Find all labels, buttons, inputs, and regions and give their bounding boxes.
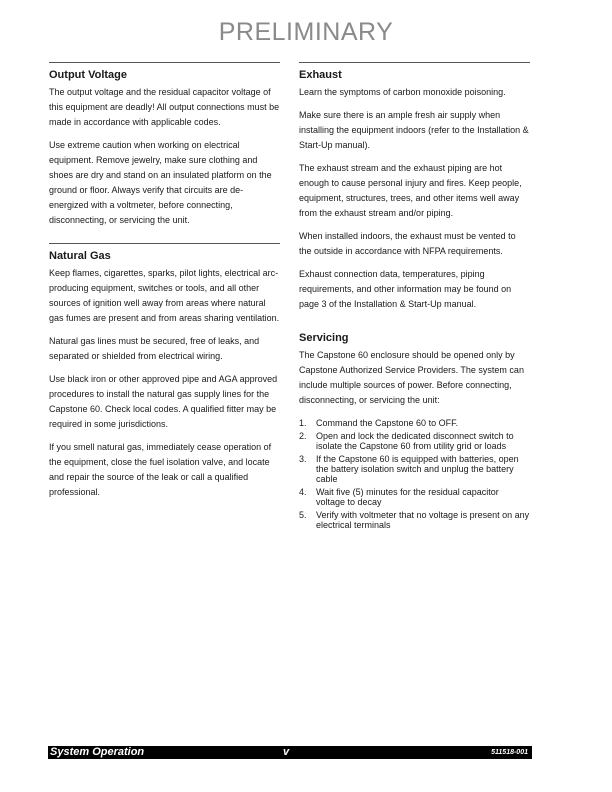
natural-gas-paragraph: Use black iron or other approved pipe and AGA approved procedures to install the natural gas supply lines for the Capstone 60. Check local codes. A qualified fitter may be required in some jurisdictions.	[49, 374, 278, 429]
footer-bar	[48, 746, 532, 759]
servicing-section	[299, 332, 530, 530]
output-voltage-paragraph: The output voltage and the residual capacitor voltage of this equipment are deadly! All output connections must be made in accordance with applicable codes.	[49, 87, 280, 127]
list-item	[299, 454, 530, 484]
exhaust-paragraph: Make sure there is an ample fresh air supply when installing the equipment indoors (refer to the Installation & Start-Up manual).	[299, 110, 529, 150]
exhaust-paragraph: Learn the symptoms of carbon monoxide poisoning.	[299, 87, 506, 97]
page-number: v	[283, 746, 290, 758]
natural-gas-heading: Natural Gas	[49, 250, 111, 262]
step-text: Wait five (5) minutes for the residual capacitor voltage to decay	[316, 487, 499, 507]
footer-section-title: System Operation	[50, 746, 145, 758]
natural-gas-paragraph: Natural gas lines must be secured, free of leaks, and separated or shielded from electrical wiring.	[49, 336, 260, 361]
servicing-intro: The Capstone 60 enclosure should be opened only by Capstone Authorized Service Providers. The system can include multiple sources of power. Before connecting, disconnecting, or servicing the unit:	[299, 350, 524, 405]
natural-gas-paragraph: If you smell natural gas, immediately cease operation of the equipment, close the fuel isolation valve, and locate and repair the source of the leak or call a qualified professional.	[49, 442, 272, 497]
list-item	[299, 510, 530, 530]
natural-gas-paragraph: Keep flames, cigarettes, sparks, pilot lights, electrical arc-producing equipment, switches or tools, and all other sources of ignition well away from areas where natural gas fumes are present and from areas sharing ventilation.	[49, 268, 280, 323]
exhaust-paragraph: When installed indoors, the exhaust must be vented to the outside in accordance with NFPA requirements.	[299, 231, 516, 256]
right-column	[299, 62, 530, 533]
step-text: Verify with voltmeter that no voltage is present on any electrical terminals	[316, 510, 530, 530]
document-number: 511518-001	[491, 749, 528, 756]
output-voltage-paragraph: Use extreme caution when working on electrical equipment. Remove jewelry, make sure clothing and shoes are dry and stand on an insulated platform on the ground or floor. Always verify that circuits are de-energized with a voltmeter, before connecting, disconnecting, or servicing the unit.	[49, 140, 272, 225]
exhaust-heading: Exhaust	[299, 69, 342, 81]
output-voltage-heading: Output Voltage	[49, 69, 128, 81]
step-number: 4.	[299, 487, 307, 497]
servicing-heading: Servicing	[299, 332, 349, 344]
list-item	[299, 418, 530, 428]
servicing-steps-list	[299, 418, 530, 530]
step-number: 2.	[299, 431, 307, 441]
step-text: Open and lock the dedicated disconnect switch to isolate the Capstone 60 from utility grid or loads	[316, 431, 514, 451]
list-item	[299, 487, 530, 507]
exhaust-section	[299, 62, 530, 312]
left-column	[49, 62, 280, 508]
step-number: 3.	[299, 454, 307, 464]
list-item	[299, 431, 530, 451]
preliminary-banner: PRELIMINARY	[218, 18, 394, 46]
step-text: Command the Capstone 60 to OFF.	[316, 418, 459, 428]
output-voltage-section	[49, 62, 280, 228]
exhaust-paragraph: The exhaust stream and the exhaust piping are hot enough to cause personal injury and fires. Keep people, equipment, structures, trees, and other items well away from the exhaust stream and/or piping.	[299, 163, 522, 218]
step-text: If the Capstone 60 is equipped with batteries, open the battery isolation switch and unplug the battery cable	[316, 454, 519, 484]
step-number: 5.	[299, 510, 307, 520]
exhaust-paragraph: Exhaust connection data, temperatures, piping requirements, and other information may be found on page 3 of the Installation & Start-Up manual.	[299, 269, 512, 309]
step-number: 1.	[299, 418, 307, 428]
natural-gas-section	[49, 243, 280, 500]
